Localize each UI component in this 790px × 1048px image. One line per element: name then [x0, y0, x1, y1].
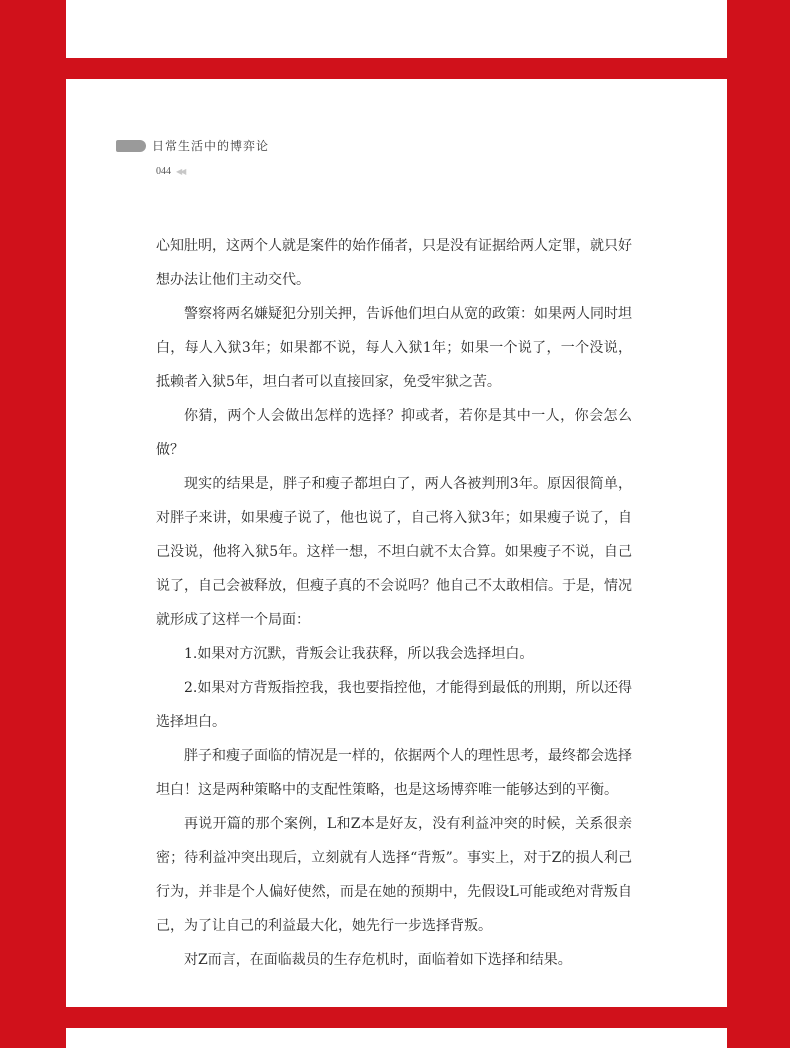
double-arrow-icon: ◀◀ — [176, 167, 185, 176]
next-page-edge — [66, 1028, 727, 1048]
paragraph: 2.如果对方背叛指控我，我也要指控他，才能得到最低的刑期，所以还得选择坦白。 — [156, 680, 632, 730]
header-tab-icon — [116, 140, 146, 152]
paragraph: 再说开篇的那个案例，L和Z本是好友，没有利益冲突的时候，关系很亲密；待利益冲突出现后，立刻就有人选择“背叛”。事实上，对于Z的损人利己行为，并非是个人偏好使然，而是在她的预期中，先假设L可能或绝对背叛自己，为了让自己的利益最大化，她先行一步选择背叛。 — [156, 816, 632, 934]
paragraph: 警察将两名嫌疑犯分别关押，告诉他们坦白从宽的政策：如果两人同时坦白，每人入狱3年；如果都不说，每人入狱1年；如果一个说了，一个没说，抵赖者入狱5年，坦白者可以直接回家，免受牢狱之苦。 — [156, 306, 632, 390]
running-header — [116, 137, 269, 154]
paragraph: 胖子和瘦子面临的情况是一样的，依据两个人的理性思考，最终都会选择坦白！这是两种策略中的支配性策略，也是这场博弈唯一能够达到的平衡。 — [156, 748, 632, 798]
paragraph: 现实的结果是，胖子和瘦子都坦白了，两人各被判刑3年。原因很简单，对胖子来讲，如果瘦子说了，他也说了，自己将入狱3年；如果瘦子说了，自己没说，他将入狱5年。这样一想，不坦白就不太合算。如果瘦子不说，自己说了，自己会被释放，但瘦子真的不会说吗？他自己不太敢相信。于是，情况就形成了这样一个局面： — [156, 476, 632, 628]
paragraph: 对Z而言，在面临裁员的生存危机时，面临着如下选择和结果。 — [184, 952, 572, 968]
book-page — [66, 79, 727, 1007]
page-number: 044 — [156, 166, 171, 177]
paragraph: 1.如果对方沉默，背叛会让我获释，所以我会选择坦白。 — [184, 646, 534, 662]
body-text — [156, 229, 632, 977]
paragraph: 你猜，两个人会做出怎样的选择？抑或者，若你是其中一人，你会怎么做？ — [156, 408, 632, 458]
page-number-row — [156, 166, 184, 177]
previous-page-edge — [66, 0, 727, 58]
header-title: 日常生活中的博弈论 — [152, 139, 270, 153]
paragraph: 心知肚明，这两个人就是案件的始作俑者，只是没有证据给两人定罪，就只好想办法让他们主动交代。 — [156, 238, 632, 288]
